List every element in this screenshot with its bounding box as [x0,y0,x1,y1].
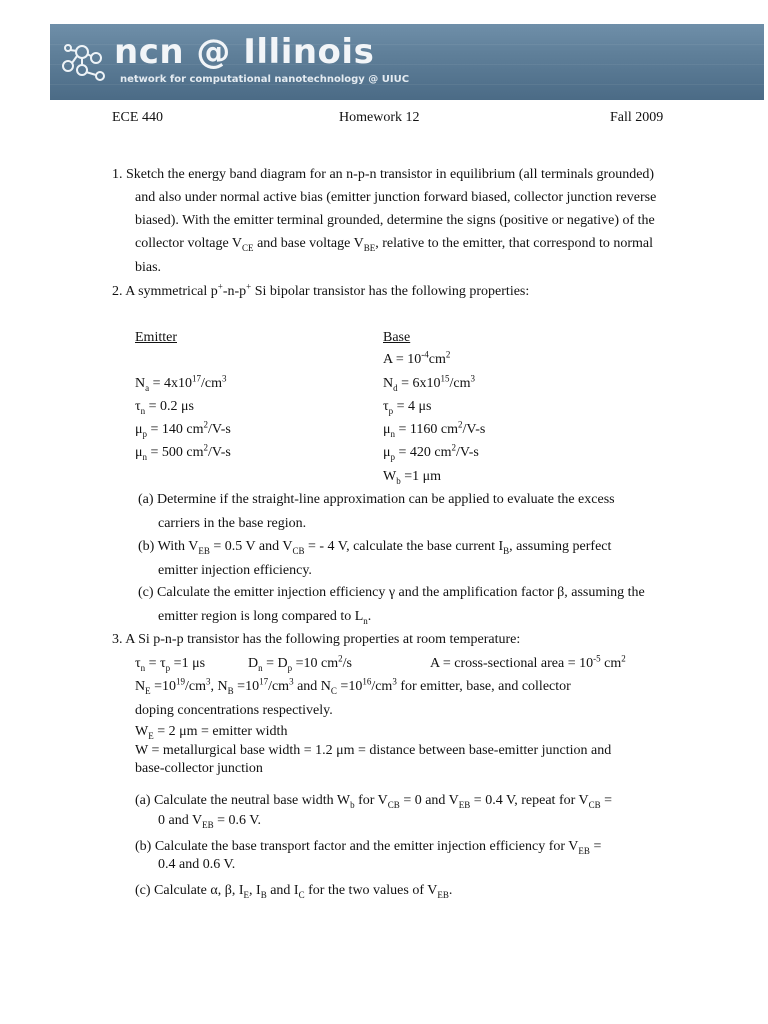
problem-1-line: bias. [135,260,162,275]
brand-subtitle: network for computational nanotechnology @ UIUC [120,74,410,85]
term: Fall 2009 [610,110,664,125]
brand-title: ncn @ Illinois [114,32,375,72]
base-mobility-n: $\mu_n = 1160$ $cm^2/V-s$ [383,419,486,439]
problem-3-intro: 3. A Si p-n-p transistor has the following properties at room temperature: [112,632,521,647]
problem-1-line: 1. Sketch the energy band diagram for an n-p-n transistor in equilibrium (all terminals grounded) [112,167,655,182]
base-area: $A = 10^{-4}cm^2$ [383,349,451,367]
emitter-doping: $N_a = 4x10^{17}/cm^3$ [135,373,227,393]
problem-2b: (b) With $V_{EB} = 0.5$ V and $V_{CB}$ = - 4 V, calculate the base current $I_B$, assuming perfect [138,539,612,556]
problem-3b: 0.4 and 0.6 V. [158,857,236,872]
emitter-lifetime: $\tau_n = 0.2$ μs [135,399,194,416]
problem-3-doping: $N_E =10^{19}/cm^3$, $N_B =10^{17}/cm^3$ and $N_C =10^{16}/cm^3$ for emitter, base, and collector [135,676,571,696]
problem-3-doping: doping concentrations respectively. [135,703,333,718]
emitter-heading: Emitter [135,330,177,345]
base-heading: Base [383,330,411,345]
problem-2b: emitter injection efficiency. [158,563,312,578]
problem-2a: (a) Determine if the straight-line approximation can be applied to evaluate the excess [138,492,615,507]
problem-3-base-width: base-collector junction [135,761,263,776]
assignment-title: Homework 12 [339,110,420,125]
problem-2c: emitter region is long compared to $L_n$. [158,609,372,626]
problem-3-diffusivity: $D_n = D_p =10$ $cm^2/s$ [248,653,352,673]
problem-1-line: collector voltage $V_{CE}$ and base voltage $V_{BE}$, relative to the emitter, that correspond to normal [135,236,654,253]
problem-1-line: and also under normal active bias (emitter junction forward biased, collector junction reverse [135,190,657,205]
problem-2-intro: 2. A symmetrical p+-n-p+ Si bipolar transistor has the following properties: [112,281,530,299]
problem-1-line: biased). With the emitter terminal grounded, determine the signs (positive or negative) of the [135,213,655,228]
header-banner [50,24,764,100]
problem-2c: (c) Calculate the emitter injection efficiency γ and the amplification factor β, assuming the [138,585,645,600]
problem-3b: (b) Calculate the base transport factor and the emitter injection efficiency for $V_{EB}$ = [135,839,602,856]
problem-3c: (c) Calculate α, β, $I_E$, $I_B$ and $I_C$ for the two values of $V_{EB}$. [135,883,453,900]
problem-3-base-width: W = metallurgical base width = 1.2 μm = distance between base-emitter junction and [135,743,612,758]
base-width: $W_b =1$ μm [383,469,442,486]
emitter-mobility-n: $\mu_n = 500$ $cm^2/V-s$ [135,442,231,462]
emitter-mobility-p: $\mu_p = 140$ $cm^2/V-s$ [135,419,231,439]
problem-3a: (a) Calculate the neutral base width $W_b$ for $V_{CB} = 0$ and $V_{EB} = 0.4$ V, repeat for $V_{CB}$ = [135,793,613,810]
base-mobility-p: $\mu_p = 420$ $cm^2/V-s$ [383,442,479,462]
molecule-logo-icon [60,36,112,86]
course-code: ECE 440 [112,110,163,125]
problem-2a: carriers in the base region. [158,516,307,531]
problem-3a: 0 and $V_{EB} = 0.6$ V. [158,813,262,830]
problem-3-area: A = cross-sectional area = $10^{-5}$ $cm^2$ [430,653,626,671]
problem-3-params: $\tau_n = \tau_p =1$ μs [135,656,206,673]
base-lifetime: $\tau_p = 4$ μs [383,399,432,416]
base-doping: $N_d = 6x10^{15}/cm^3$ [383,373,476,393]
problem-3-emitter-width: $W_E = 2$ μm = emitter width [135,724,288,741]
